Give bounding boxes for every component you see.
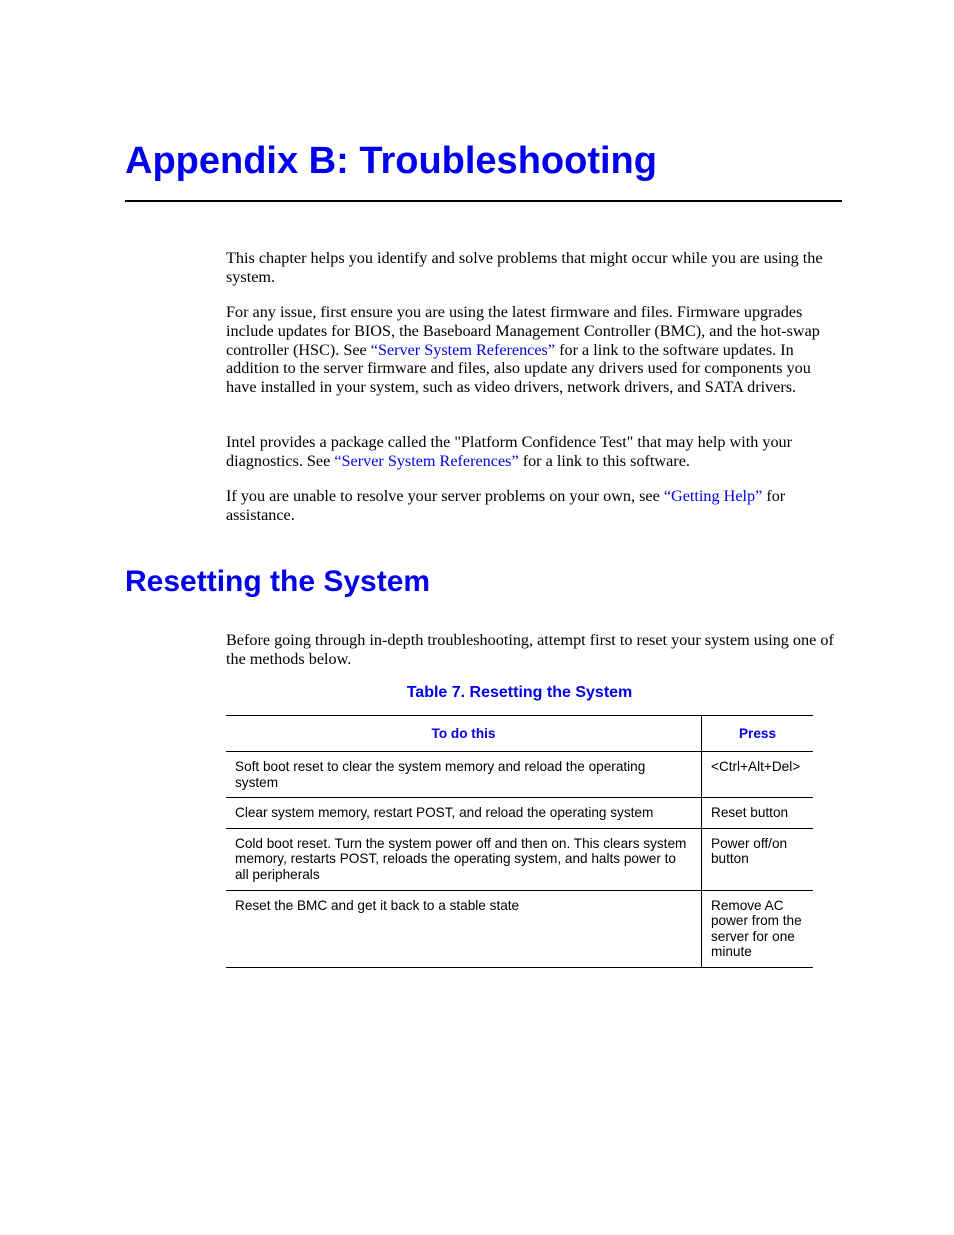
table-row — [226, 752, 813, 798]
column-header-action: To do this — [226, 716, 702, 752]
chapter-title: Appendix B: Troubleshooting — [125, 140, 657, 182]
table-cell-press: <Ctrl+Alt+Del> — [702, 752, 814, 798]
table-caption: Table 7. Resetting the System — [406, 684, 633, 701]
intro-paragraph-3 — [226, 433, 844, 471]
table-cell-action: Soft boot reset to clear the system memory and reload the operating system — [226, 752, 702, 798]
intro-paragraph-3-text-b: for a link to this software. — [518, 451, 690, 470]
section-intro-paragraph: Before going through in-depth troubleshooting, attempt first to reset your system using one of the methods below. — [226, 631, 834, 668]
intro-paragraph-2-text-a: For any issue, first ensure you are using the latest firmware and files. Firmware upgrades include updates for BIOS, the Baseboard Management Controller (BMC), and the hot-swap controller (HSC). See — [226, 303, 820, 359]
column-header-press: Press — [702, 716, 814, 752]
server-system-references-link-2[interactable]: “Server System References” — [334, 451, 519, 470]
section-title: Resetting the System — [125, 565, 431, 598]
table-cell-action: Clear system memory, restart POST, and reload the operating system — [226, 798, 702, 829]
table-cell-action: Cold boot reset. Turn the system power off and then on. This clears system memory, restarts POST, reloads the operating system, and halts power to all peripherals — [226, 828, 702, 890]
table-cell-press: Remove AC power from the server for one minute — [702, 890, 814, 967]
table-row — [226, 890, 813, 967]
intro-paragraph-2-text-b: for a link to the software updates. In addition to the server firmware and files, also update any drivers used for components you have installed in your system, such as video drivers, network drivers, and SATA drivers. — [226, 340, 811, 397]
intro-paragraph-3-text-a: Intel provides a package called the "Platform Confidence Test" that may help with your diagnostics. See — [226, 433, 793, 470]
reset-methods-table — [226, 715, 813, 968]
table-cell-press: Reset button — [702, 798, 814, 829]
table-header-row — [226, 716, 813, 752]
intro-paragraph-4 — [226, 487, 844, 525]
table-cell-action: Reset the BMC and get it back to a stable state — [226, 890, 702, 967]
chapter-title-rule — [125, 200, 842, 202]
table-cell-press: Power off/on button — [702, 828, 814, 890]
server-system-references-link[interactable]: “Server System References” — [370, 340, 556, 359]
intro-paragraph-2 — [226, 303, 844, 397]
intro-paragraph-4-text-b: for assistance. — [226, 487, 786, 524]
table-row — [226, 798, 813, 829]
intro-paragraph-1: This chapter helps you identify and solve problems that might occur while you are using the system. — [226, 249, 823, 286]
table-row — [226, 828, 813, 890]
intro-paragraph-4-text-a: If you are unable to resolve your server problems on your own, see — [226, 487, 664, 505]
getting-help-link[interactable]: “Getting Help” — [663, 487, 763, 505]
